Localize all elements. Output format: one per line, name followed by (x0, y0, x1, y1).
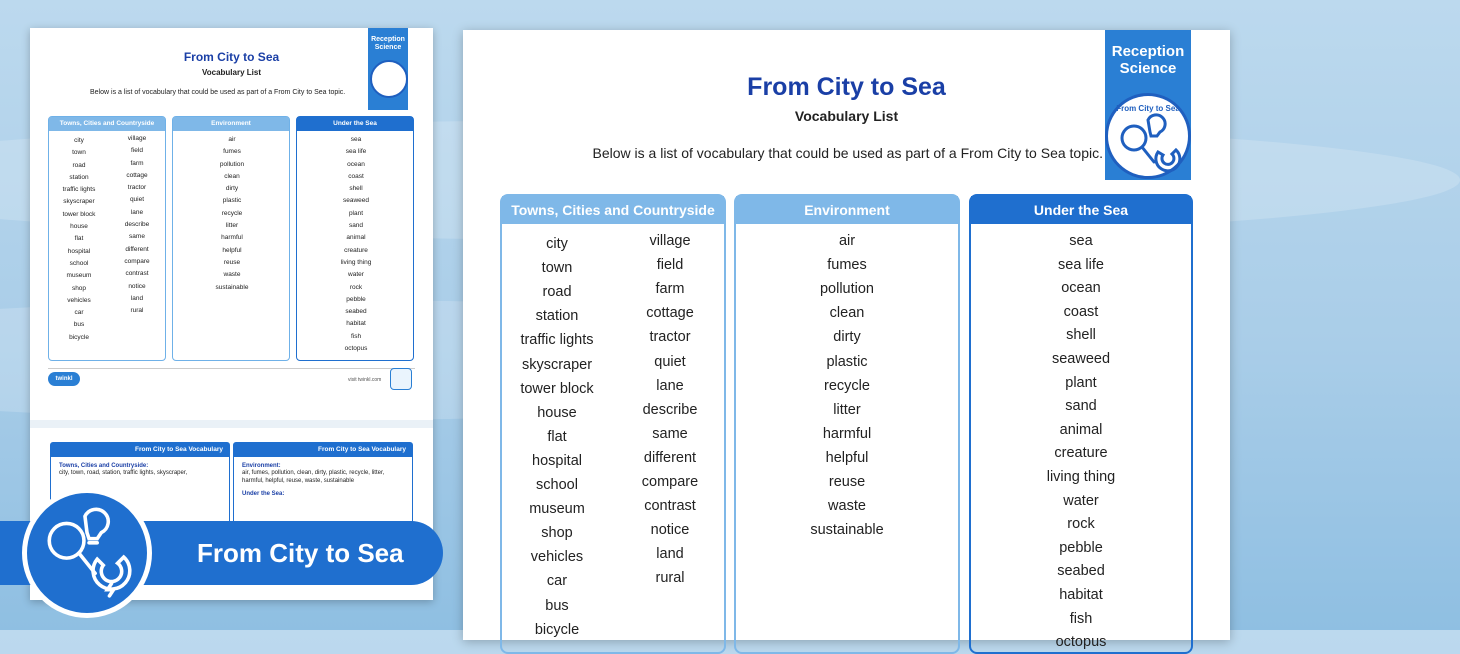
page-title: From City to Sea (747, 73, 946, 101)
vocabulary-word: compare (641, 474, 699, 490)
thumbnail-word: vehicles (67, 296, 91, 304)
thumbnail-word: fish (350, 332, 362, 340)
thumbnail-word: seabed (345, 308, 367, 316)
vocabulary-word: city (546, 236, 568, 252)
page-subtitle: Vocabulary List (794, 108, 899, 124)
thumbnail-word: village (127, 135, 147, 142)
thumbnail-url: visit twinkl.com (348, 377, 382, 383)
thumbnail-card-2: From City to Sea Vocabulary Environment: air, fumes, pollution, clean, dirty, plastic, recycle, litter, harmful, helpful, reuse, waste, sustainable Under the Sea: (233, 442, 413, 552)
seal-icon (390, 368, 412, 390)
thumbnail-word: flat (74, 235, 84, 243)
vocabulary-word: tractor (649, 329, 691, 346)
vocabulary-word: town (541, 260, 573, 277)
vocabulary-word: air (838, 233, 856, 249)
thumbnail-word: creature (344, 246, 368, 254)
column-heading: Towns, Cities and Countryside (502, 196, 724, 224)
thumbnail-word: reuse (223, 258, 241, 266)
thumbnail-word: contrast (125, 270, 149, 278)
vocabulary-word: tower block (520, 380, 594, 397)
vocabulary-word: flat (547, 428, 567, 445)
vocabulary-word: notice (650, 522, 690, 539)
thumbnail-ribbon: Reception Science (368, 28, 408, 110)
thumbnail-footer-line (48, 368, 415, 369)
thumbnail-column-sea: Under the Sea sea sea life ocean coast shell seaweed plant sand animal creature living thing water rock pebble seabed habitat fish octopus (296, 116, 414, 361)
vocabulary-word: harmful (822, 425, 872, 442)
vocabulary-word: water (1063, 492, 1099, 509)
vocabulary-word: sea (1069, 233, 1093, 249)
column-heading: Environment (736, 196, 958, 224)
thumbnail-word: road (72, 161, 86, 169)
vocabulary-word: describe (642, 401, 698, 418)
vocabulary-word: lane (656, 377, 684, 394)
vocabulary-word: seabed (1057, 563, 1105, 580)
magnifier-lightbulb-magnet-icon (1114, 112, 1184, 174)
vocabulary-word: recycle (824, 377, 870, 394)
vocabulary-word: plant (1065, 374, 1097, 391)
topic-badge (1105, 93, 1191, 179)
thumbnail-word: pollution (219, 160, 245, 168)
intro-text: Below is a list of vocabulary that could be used as part of a From City to Sea topic. (592, 145, 1103, 161)
vocabulary-word: traffic lights (520, 332, 594, 349)
vocabulary-word: hospital (532, 452, 582, 469)
vocabulary-word: museum (529, 501, 585, 518)
vocabulary-word: dirty (833, 329, 861, 346)
thumbnail-intro: Below is a list of vocabulary that could be used as part of a From City to Sea topic. (90, 89, 346, 96)
vocabulary-word: bus (545, 597, 569, 614)
vocabulary-word: fish (1069, 610, 1093, 627)
column-heading: Under the Sea (971, 196, 1191, 224)
vocabulary-word: seaweed (1051, 351, 1111, 367)
thumbnail-word: sand (348, 222, 364, 230)
thumbnail-word: seaweed (342, 197, 370, 205)
thumbnail-word: town (72, 149, 86, 157)
thumbnail-word: harmful (221, 234, 243, 242)
thumbnail-word: tractor (127, 184, 147, 192)
thumbnail-badge-icon (370, 60, 408, 98)
thumbnail-card-1: From City to Sea Vocabulary Towns, Cities and Countryside: city, town, road, station, traffic lights, skyscraper, (50, 442, 230, 552)
thumbnail-word: water (348, 271, 364, 279)
ribbon-line-2: Science (1119, 60, 1177, 77)
column-under-the-sea (969, 194, 1193, 654)
thumbnail-word: pebble (346, 295, 366, 303)
vocabulary-word: sea life (1058, 256, 1104, 273)
thumbnail-word: sea life (345, 148, 367, 156)
thumbnail-word: station (69, 173, 89, 181)
vocabulary-word: waste (828, 498, 866, 515)
thumbnail-word: school (69, 259, 89, 267)
vocabulary-word: sand (1065, 398, 1097, 415)
vocabulary-word: clean (829, 305, 865, 322)
thumbnail-word: octopus (344, 345, 368, 353)
vocabulary-word: shell (1066, 327, 1096, 344)
ribbon-line-1: Reception (1111, 43, 1185, 60)
thumbnail-word: waste (223, 271, 241, 279)
vocabulary-word: sustainable (810, 522, 884, 539)
thumbnail-word: hospital (67, 247, 91, 255)
thumbnail-word: litter (225, 222, 239, 230)
thumbnail-word: clean (224, 172, 240, 180)
thumbnail-word: compare (124, 257, 150, 265)
vocabulary-word: school (536, 477, 578, 493)
thumbnail-title: From City to Sea (183, 50, 280, 64)
thumbnail-word: dirty (225, 185, 239, 193)
vocabulary-word: plastic (826, 353, 868, 370)
vocabulary-word: animal (1059, 421, 1103, 438)
vocabulary-word: skyscraper (521, 356, 593, 373)
vocabulary-page (463, 30, 1230, 651)
vocabulary-word: habitat (1059, 587, 1103, 603)
vocabulary-word: creature (1054, 445, 1108, 462)
column-environment (734, 194, 960, 654)
column-towns-cities-countryside (500, 194, 726, 654)
vocabulary-word: litter (833, 401, 861, 418)
thumbnail-word: shop (71, 284, 87, 292)
thumbnail-word: fumes (223, 148, 241, 156)
thumbnail-word: rural (130, 307, 144, 315)
badge-text: From City to Sea (1116, 104, 1180, 113)
thumbnail-word: skyscraper (63, 198, 95, 206)
thumbnail-word: museum (66, 272, 92, 280)
thumbnail-word: car (74, 309, 84, 317)
thumbnail-word: house (70, 223, 88, 231)
vocabulary-word: land (656, 546, 684, 563)
vocabulary-word: pollution (819, 281, 874, 298)
vocabulary-word: house (537, 404, 577, 421)
thumbnail-word: shell (349, 185, 363, 193)
vocabulary-word: helpful (825, 449, 869, 466)
thumbnail-subtitle: Vocabulary List (202, 68, 261, 77)
vocabulary-word: fumes (827, 257, 867, 274)
thumbnail-word: sustainable (215, 283, 249, 291)
thumbnail-word: bicycle (69, 333, 89, 341)
thumbnail-word: air (228, 136, 236, 143)
thumbnail-word: city (74, 137, 84, 144)
vocabulary-word: shop (541, 525, 573, 542)
magnifier-lightbulb-magnet-icon (36, 502, 138, 604)
thumbnail-word: bus (73, 321, 85, 329)
thumbnail-column-environment: Environment air fumes pollution clean dirty plastic recycle litter harmful helpful reuse waste sustainable (172, 116, 290, 361)
thumbnail-word: traffic lights (62, 186, 96, 194)
vocabulary-word: quiet (654, 353, 686, 370)
thumbnail-word: cottage (126, 171, 148, 179)
vocabulary-word: reuse (828, 474, 866, 490)
vocabulary-word: ocean (1061, 280, 1101, 297)
vocabulary-word: rural (655, 570, 685, 587)
vocabulary-word: same (652, 425, 688, 442)
thumbnail-word: helpful (222, 246, 242, 254)
vocabulary-word: bicycle (534, 621, 580, 638)
thumbnail-word: ocean (347, 160, 365, 168)
thumbnail-word: animal (346, 234, 366, 242)
thumbnail-word: coast (348, 172, 364, 180)
vocabulary-word: vehicles (530, 549, 584, 566)
thumbnail-word: plant (348, 209, 364, 217)
twinkl-logo: twinkl (48, 372, 80, 386)
thumbnail-word: field (131, 147, 143, 155)
vocabulary-word: village (649, 233, 691, 249)
vocabulary-word: cottage (646, 305, 694, 322)
thumbnail-word: same (129, 233, 145, 241)
thumbnail-word: quiet (129, 196, 145, 204)
thumbnail-word: notice (128, 282, 146, 290)
thumbnail-word: living thing (340, 258, 372, 266)
vocabulary-word: contrast (644, 498, 696, 515)
thumbnail-column-towns: Towns, Cities and Countryside city town road station traffic lights skyscraper tower block house flat hospital school museum shop vehicles car bus bicycle village field farm cottage tractor quiet lane describe same different compare contrast notice land rural (48, 116, 166, 361)
thumbnail-word: recycle (221, 209, 243, 217)
thumbnail-word: plastic (222, 197, 242, 205)
vocabulary-word: different (643, 449, 697, 466)
vocabulary-word: farm (655, 281, 685, 298)
vocabulary-word: station (535, 308, 579, 325)
thumbnail-word: farm (130, 159, 144, 167)
thumbnail-word: habitat (346, 320, 366, 328)
vocabulary-word: pebble (1059, 539, 1103, 556)
thumbnail-word: sea (350, 136, 362, 143)
vocabulary-word: octopus (1055, 634, 1107, 651)
vocabulary-word: living thing (1046, 469, 1116, 485)
vocabulary-word: field (656, 257, 684, 274)
vocabulary-word: coast (1063, 303, 1099, 320)
thumbnail-word: rock (349, 283, 363, 291)
science-emblem-icon (22, 488, 152, 618)
page-divider (30, 420, 433, 428)
vocabulary-word: rock (1067, 516, 1095, 533)
thumbnail-word: lane (130, 208, 144, 216)
banner-title: From City to Sea (197, 538, 404, 568)
thumbnail-word: different (125, 245, 149, 253)
thumbnail-word: tower block (62, 210, 96, 218)
vocabulary-word: car (546, 573, 568, 590)
thumbnail-word: describe (124, 221, 150, 229)
thumbnail-word: land (130, 294, 144, 302)
vocabulary-word: road (542, 284, 572, 301)
